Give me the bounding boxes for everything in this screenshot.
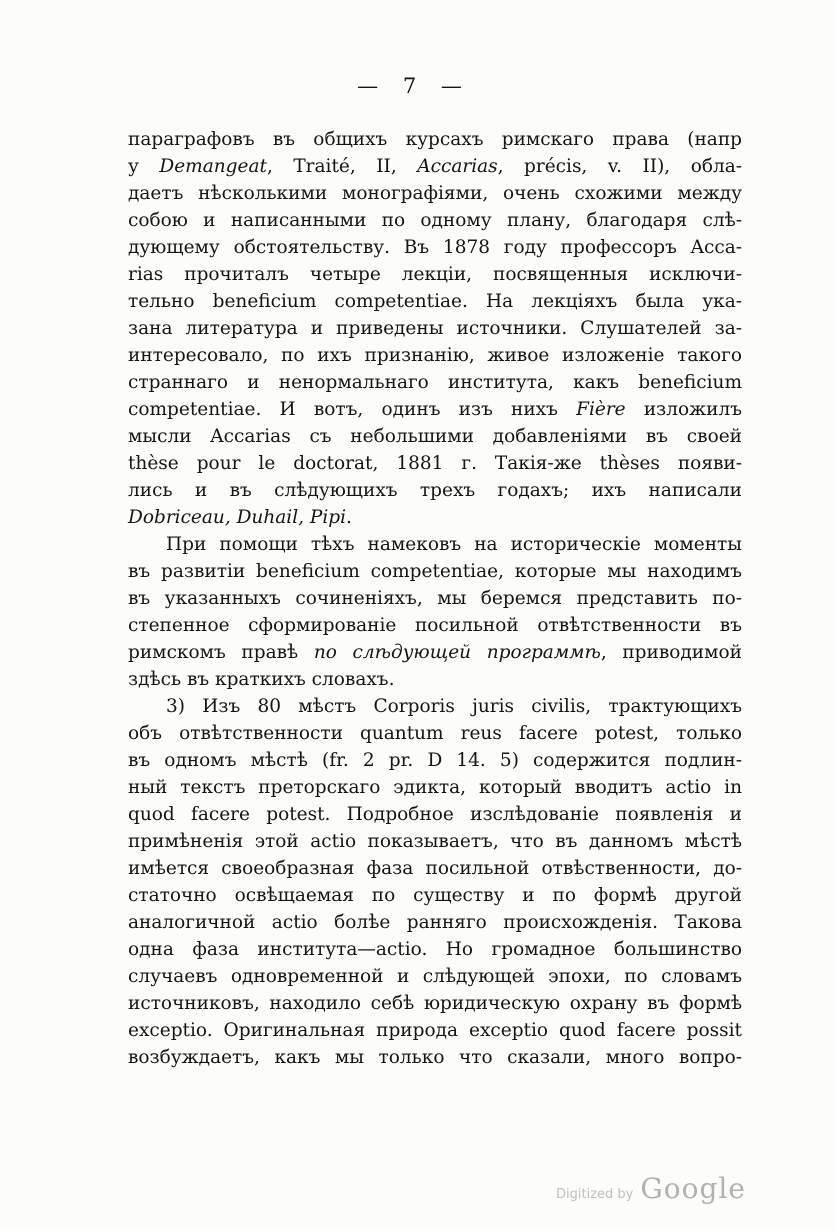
text-segment: 3) Изъ 80 мѣстъ Corporis juris civilis, трактующихъ: [166, 696, 742, 717]
text-line: [128, 828, 742, 855]
text-line: [128, 477, 742, 504]
text-segment: даетъ нѣсколькими монографіями, очень схожими между: [128, 183, 742, 204]
text-line: [128, 693, 742, 720]
text-segment: у: [128, 156, 160, 177]
text-line: [128, 612, 742, 639]
text-segment: въ одномъ мѣстѣ (fr. 2 pr. D 14. 5) содержится подлин-: [128, 750, 742, 771]
text-segment: , Traité, II,: [266, 156, 418, 177]
text-line: [128, 882, 742, 909]
italic-text-segment: Dobriceau, Duhail, Pipi: [128, 507, 346, 528]
text-line: [128, 585, 742, 612]
text-segment: , précis, v. II), обла-: [497, 156, 742, 177]
text-segment: quod facere potest. Подробное изслѣдованіе появленія и: [128, 804, 742, 825]
text-segment: источниковъ, находило себѣ юридическую охрану въ формѣ: [128, 993, 742, 1014]
text-segment: exceptio. Оригинальная природа exceptio quod facere possit: [128, 1020, 742, 1041]
text-line: [128, 639, 742, 666]
text-line: [128, 720, 742, 747]
digitization-watermark: [556, 1172, 746, 1205]
text-line: [128, 774, 742, 801]
text-segment: одна фаза института—actio. Но громадное большинство: [128, 939, 742, 960]
text-segment: въ указанныхъ сочиненіяхъ, мы беремся представить по-: [128, 588, 742, 609]
text-segment: случаевъ одновременной и слѣдующей эпохи, по словамъ: [128, 966, 742, 987]
text-segment: ный текстъ преторскаго эдикта, который вводитъ actio in: [128, 777, 742, 798]
text-line: [128, 855, 742, 882]
text-line: [128, 666, 742, 693]
text-line: [128, 342, 742, 369]
text-line: [128, 369, 742, 396]
text-line: [128, 207, 742, 234]
text-line: [128, 909, 742, 936]
text-segment: степенное сформированіе посильной отвѣтственности въ: [128, 615, 742, 636]
text-segment: интересовало, по ихъ признанію, живое изложеніе такого: [128, 345, 742, 366]
text-segment: собою и написанными по одному плану, благодаря слѣ-: [128, 210, 742, 231]
text-segment: аналогичной actio болѣе ранняго происхожденія. Такова: [128, 912, 742, 933]
text-line: [128, 1017, 742, 1044]
italic-text-segment: Accarias: [417, 156, 498, 177]
text-segment: римскомъ правѣ: [128, 642, 314, 663]
text-segment: thèse pour le doctorat, 1881 г. Такія-же thèses появи-: [128, 453, 742, 474]
text-line: [128, 450, 742, 477]
text-segment: rias прочиталъ четыре лекціи, посвященныя исключи-: [128, 264, 742, 285]
text-line: [128, 153, 742, 180]
text-line: [128, 180, 742, 207]
text-segment: тельно beneficium competentiae. На лекціяхъ была ука-: [128, 291, 742, 312]
text-line: [128, 531, 742, 558]
text-line: [128, 936, 742, 963]
text-segment: въ развитіи beneficium competentiae, которые мы находимъ: [128, 561, 742, 582]
digitized-by-label: Digitized by: [556, 1187, 634, 1202]
text-line: [128, 288, 742, 315]
italic-text-segment: по слѣдующей программѣ: [313, 642, 601, 663]
text-line: [128, 801, 742, 828]
text-line: [128, 963, 742, 990]
text-segment: При помощи тѣхъ намековъ на историческіе моменты: [166, 534, 742, 555]
text-segment: мысли Accarias съ небольшими добавленіями въ своей: [128, 426, 742, 447]
text-segment: competentiae. И вотъ, одинъ изъ нихъ: [128, 399, 577, 420]
text-segment: объ отвѣтственности quantum reus facere potest, только: [128, 723, 742, 744]
page-number-header: — 7 —: [357, 74, 463, 98]
text-segment: изложилъ: [625, 399, 743, 420]
text-segment: дующему обстоятельству. Въ 1878 году профессоръ Acca-: [128, 237, 742, 258]
text-line: [128, 1044, 742, 1071]
text-segment: лись и въ слѣдующихъ трехъ годахъ; ихъ написали: [128, 480, 742, 501]
text-line: [128, 126, 742, 153]
italic-text-segment: Fière: [576, 399, 626, 420]
text-line: [128, 558, 742, 585]
text-line: [128, 315, 742, 342]
text-line: [128, 234, 742, 261]
text-segment: имѣется своеобразная фаза посильной отвѣственности, до-: [128, 858, 742, 879]
text-segment: здѣсь въ краткихъ словахъ.: [128, 669, 395, 690]
text-segment: страннаго и ненормальнаго института, какъ beneficium: [128, 372, 742, 393]
text-segment: примѣненія этой actio показываетъ, что въ данномъ мѣстѣ: [128, 831, 742, 852]
text-segment: .: [346, 507, 352, 528]
italic-text-segment: Demangeat: [159, 156, 267, 177]
text-segment: возбуждаетъ, какъ мы только что сказали, много вопро-: [128, 1047, 742, 1068]
text-line: [128, 990, 742, 1017]
text-segment: , приводимой: [600, 642, 742, 663]
text-segment: зана литература и приведены источники. Слушателей за-: [128, 318, 742, 339]
text-segment: статочно освѣщаемая по существу и по формѣ другой: [128, 885, 742, 906]
text-line: [128, 423, 742, 450]
text-line: [128, 504, 742, 531]
page-body-text: [128, 126, 742, 1071]
text-line: [128, 261, 742, 288]
google-logo-text: Google: [640, 1172, 746, 1205]
text-segment: параграфовъ въ общихъ курсахъ римскаго права (напр: [128, 129, 742, 150]
text-line: [128, 747, 742, 774]
text-line: [128, 396, 742, 423]
